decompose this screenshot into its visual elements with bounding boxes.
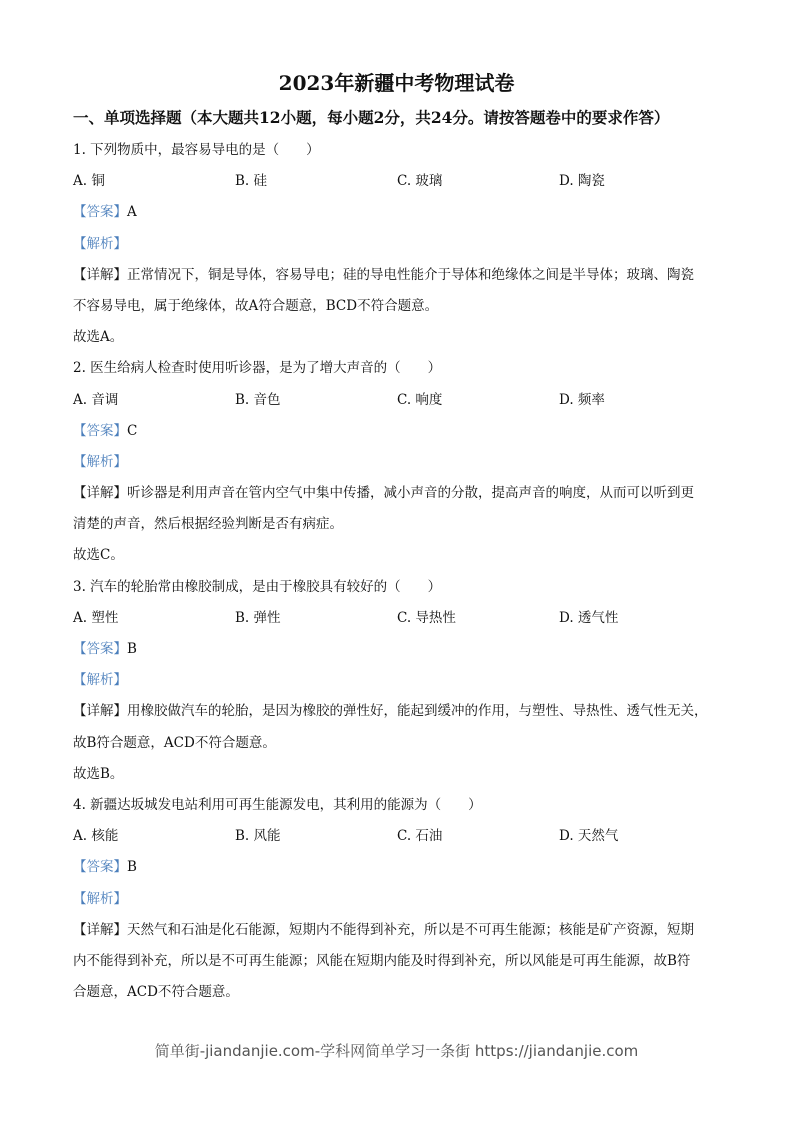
detail-label: 【详解】: [73, 485, 127, 502]
detail-line: [73, 949, 723, 980]
detail-text: 听诊器是利用声音在管内空气中集中传播，减小声音的分散，提高声音的响度，从而可以听到更: [127, 485, 694, 502]
section-heading: 一、单项选择题（本大题共12小题，每小题2分，共24分。请按答题卷中的要求作答）: [73, 108, 670, 127]
detail-label: 【详解】: [73, 703, 127, 720]
analysis-line: [73, 668, 723, 699]
conclusion: 故选C。: [73, 547, 124, 564]
option: A. 核能: [73, 828, 119, 845]
option: C. 玻璃: [397, 173, 443, 190]
options-row: [73, 824, 723, 855]
option: D. 天然气: [559, 828, 619, 845]
question-stem: 4. 新疆达坂城发电站利用可再生能源发电，其利用的能源为（ ）: [73, 796, 482, 813]
question-stem: 2. 医生给病人检查时使用听诊器，是为了增大声音的（ ）: [73, 360, 442, 377]
detail-line: [73, 263, 723, 294]
analysis-label: 【解析】: [73, 890, 127, 907]
answer-line: [73, 200, 723, 231]
answer-line: [73, 419, 723, 450]
option: B. 风能: [235, 828, 281, 845]
option: B. 硅: [235, 173, 268, 190]
option: D. 频率: [559, 391, 605, 408]
analysis-line: [73, 887, 723, 918]
option: B. 音色: [235, 391, 281, 408]
answer-label: 【答案】: [73, 204, 127, 221]
options-row: [73, 169, 723, 200]
footer-watermark: 简单街-jiandanjie.com-学科网简单学习一条街 https://jiandanjie.com: [154, 1042, 639, 1060]
question-stem: 3. 汽车的轮胎常由橡胶制成，是由于橡胶具有较好的（ ）: [73, 578, 442, 595]
detail-label: 【详解】: [73, 921, 127, 938]
answer-value: A: [127, 204, 137, 221]
document-title: 2023年新疆中考物理试卷: [278, 71, 515, 95]
conclusion: 故选A。: [73, 329, 124, 346]
answer-line: [73, 637, 723, 668]
option: A. 塑性: [73, 609, 119, 626]
detail-line: [73, 294, 723, 325]
answer-value: B: [127, 641, 137, 657]
options-row: [73, 388, 723, 419]
conclusion: 故选B。: [73, 765, 124, 782]
detail-line: [73, 918, 723, 949]
analysis-line: [73, 232, 723, 263]
detail-line: [73, 980, 723, 1011]
analysis-label: 【解析】: [73, 672, 127, 689]
analysis-label: 【解析】: [73, 453, 127, 470]
detail-label: 【详解】: [73, 266, 127, 283]
option: D. 透气性: [559, 609, 619, 626]
option: B. 弹性: [235, 609, 281, 626]
option: A. 铜: [73, 173, 105, 190]
answer-line: [73, 855, 723, 886]
detail-text: 合题意，ACD不符合题意。: [73, 984, 239, 1001]
option: C. 石油: [397, 828, 443, 845]
detail-text: 不容易导电，属于绝缘体，故A符合题意，BCD不符合题意。: [73, 297, 439, 314]
options-row: [73, 606, 723, 637]
analysis-line: [73, 450, 723, 481]
detail-text: 故B符合题意，ACD不符合题意。: [73, 734, 276, 751]
detail-line: [73, 512, 723, 543]
detail-line: [73, 481, 723, 512]
questions-list: [73, 138, 723, 1011]
detail-text: 清楚的声音，然后根据经验判断是否有病症。: [73, 516, 343, 533]
option: A. 音调: [73, 391, 119, 408]
option: D. 陶瓷: [559, 173, 605, 190]
detail-line: [73, 731, 723, 762]
answer-value: C: [127, 422, 138, 439]
question-stem: 1. 下列物质中，最容易导电的是（ ）: [73, 142, 320, 158]
option: C. 响度: [397, 391, 443, 408]
answer-value: B: [127, 859, 137, 876]
answer-label: 【答案】: [73, 859, 127, 876]
answer-label: 【答案】: [73, 641, 127, 657]
detail-text: 内不能得到补充，所以是不可再生能源；风能在短期内能及时得到补充，所以风能是可再生能源，故B符: [73, 952, 691, 969]
analysis-label: 【解析】: [73, 235, 127, 252]
detail-text: 正常情况下，铜是导体，容易导电；硅的导电性能介于导体和绝缘体之间是半导体；玻璃、陶瓷: [127, 266, 694, 283]
option: C. 导热性: [397, 609, 456, 626]
detail-text: 天然气和石油是化石能源，短期内不能得到补充，所以是不可再生能源；核能是矿产资源，短期: [127, 921, 694, 938]
detail-line: [73, 699, 723, 730]
detail-text: 用橡胶做汽车的轮胎，是因为橡胶的弹性好，能起到缓冲的作用，与塑性、导热性、透气性无关，: [127, 703, 708, 720]
answer-label: 【答案】: [73, 422, 127, 439]
